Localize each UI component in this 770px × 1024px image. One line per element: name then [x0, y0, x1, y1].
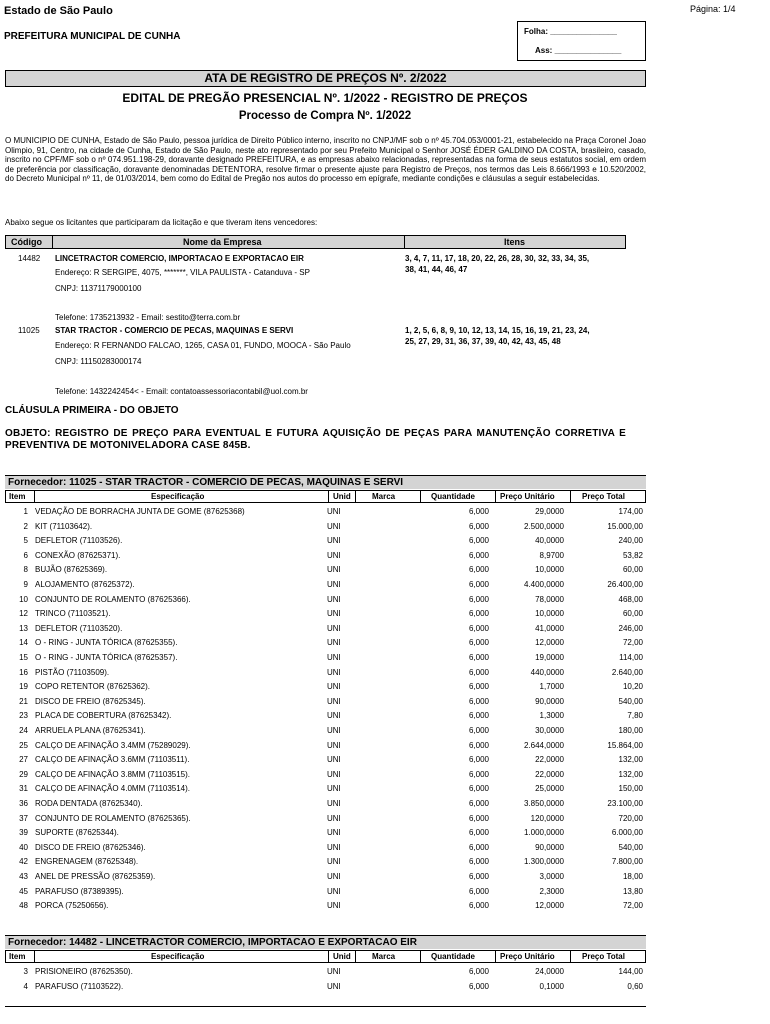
item-preco-unitario: 12,0000: [535, 638, 564, 648]
item-number: 40: [19, 842, 28, 852]
item-preco-total: 132,00: [618, 755, 643, 765]
item-number: 21: [19, 696, 28, 706]
col-item: Item: [9, 492, 26, 501]
edital-title: EDITAL DE PREGÃO PRESENCIAL Nº. 1/2022 - REGISTRO DE PREÇOS: [122, 91, 528, 105]
item-unidade: UNI: [327, 967, 341, 976]
items-table-header: [5, 490, 646, 503]
item-preco-unitario: 1.300,0000: [523, 857, 564, 867]
ass-field: Ass: _______________: [535, 46, 622, 55]
item-number: 27: [19, 755, 28, 765]
item-preco-unitario: 30,0000: [535, 726, 564, 735]
item-quantidade: 6,000: [468, 550, 489, 560]
item-number: 19: [19, 682, 28, 692]
item-preco-total: 246,00: [618, 623, 643, 633]
item-quantidade: 6,000: [468, 857, 489, 867]
item-quantidade: 6,000: [468, 967, 489, 976]
item-quantidade: 6,000: [468, 638, 489, 648]
item-number: 3: [23, 967, 28, 976]
item-preco-unitario: 12,0000: [535, 901, 564, 911]
item-unidade: UNI: [327, 726, 341, 735]
ata-title: ATA DE REGISTRO DE PREÇOS Nº. 2/2022: [5, 70, 646, 87]
item-number: 1: [23, 507, 28, 516]
item-preco-unitario: 1,7000: [539, 682, 564, 692]
item-preco-unitario: 2,3000: [539, 886, 564, 896]
col-itens: Itens: [504, 237, 526, 247]
table-row: [5, 980, 646, 995]
item-especificacao: CALÇO DE AFINAÇÃO 4.0MM (71103514).: [35, 784, 191, 794]
table-row: [5, 739, 646, 754]
table-row: [5, 549, 646, 564]
item-especificacao: CONJUNTO DE ROLAMENTO (87625366).: [35, 594, 191, 604]
item-preco-unitario: 90,0000: [535, 696, 564, 706]
processo-title: Processo de Compra Nº. 1/2022: [238, 110, 412, 122]
item-preco-unitario: 25,0000: [535, 784, 564, 794]
item-especificacao: PRISIONEIRO (87625350).: [35, 967, 133, 976]
item-quantidade: 6,000: [468, 521, 489, 531]
item-unidade: UNI: [327, 550, 341, 560]
item-preco-unitario: 8,9700: [539, 550, 564, 560]
item-quantidade: 6,000: [468, 755, 489, 765]
item-number: 6: [23, 550, 28, 560]
item-preco-total: 18,00: [622, 872, 643, 881]
item-preco-unitario: 2.644,0000: [523, 740, 564, 750]
item-preco-unitario: 3,0000: [539, 872, 564, 881]
item-especificacao: CONJUNTO DE ROLAMENTO (87625365).: [35, 813, 191, 823]
items-table-header: [5, 950, 646, 963]
licitante-telefone: Telefone: 1432242454< - Email: contatoassessoriacontabil@uol.com.br: [55, 387, 308, 396]
item-preco-unitario: 3.850,0000: [523, 799, 564, 808]
clausula-heading: CLÁUSULA PRIMEIRA - DO OBJETO: [5, 405, 179, 416]
item-preco-unitario: 78,0000: [535, 594, 564, 604]
item-preco-total: 60,00: [622, 565, 643, 575]
licitante-endereco: Endereço: R FERNANDO FALCAO, 1265, CASA 01, FUNDO, MOOCA - São Paulo: [55, 341, 351, 350]
folha-field: Folha: _______________: [524, 27, 617, 36]
item-especificacao: BUJÃO (87625369).: [35, 565, 108, 575]
item-especificacao: RODA DENTADA (87625340).: [35, 799, 143, 808]
item-number: 12: [19, 609, 28, 619]
item-quantidade: 6,000: [468, 507, 489, 516]
item-especificacao: O - RING - JUNTA TÓRICA (87625355).: [35, 638, 178, 648]
item-unidade: UNI: [327, 857, 341, 867]
item-especificacao: ARRUELA PLANA (87625341).: [35, 726, 146, 735]
col-codigo: Código: [11, 237, 42, 247]
item-preco-total: 114,00: [619, 653, 643, 662]
item-preco-unitario: 19,0000: [535, 653, 564, 662]
item-unidade: UNI: [327, 565, 341, 575]
table-row: [5, 797, 646, 812]
table-row: [5, 505, 646, 520]
item-unidade: UNI: [327, 981, 341, 991]
col-nome: Nome da Empresa: [183, 237, 262, 247]
item-number: 48: [19, 901, 28, 911]
col-especificacao: Especificação: [151, 492, 205, 501]
item-number: 23: [19, 711, 28, 721]
item-unidade: UNI: [327, 609, 341, 619]
item-preco-total: 720,00: [618, 813, 643, 823]
col-marca: Marca: [372, 952, 396, 961]
col-unid: Unid: [333, 952, 351, 961]
col-item: Item: [9, 952, 26, 961]
item-preco-total: 23.100,00: [607, 799, 643, 808]
item-quantidade: 6,000: [468, 711, 489, 721]
item-preco-total: 10,20: [622, 682, 643, 692]
licitante-cnpj: CNPJ: 11150283000174: [55, 357, 142, 366]
item-number: 5: [23, 536, 28, 546]
licitante-itens: 38, 41, 44, 46, 47: [405, 265, 468, 274]
item-especificacao: TRINCO (71103521).: [35, 609, 111, 619]
item-especificacao: O - RING - JUNTA TÓRICA (87625357).: [35, 653, 178, 662]
item-preco-unitario: 41,0000: [535, 623, 564, 633]
table-row: [5, 607, 646, 622]
table-row: [5, 534, 646, 549]
item-especificacao: CALÇO DE AFINAÇÃO 3.6MM (71103511).: [35, 755, 190, 765]
item-preco-total: 72,00: [622, 638, 643, 648]
item-preco-unitario: 22,0000: [535, 769, 564, 779]
item-preco-total: 72,00: [622, 901, 643, 911]
item-quantidade: 6,000: [468, 828, 489, 838]
item-preco-total: 7.800,00: [611, 857, 643, 867]
item-preco-unitario: 24,0000: [535, 967, 564, 976]
table-row: [5, 870, 646, 885]
item-preco-total: 180,00: [618, 726, 643, 735]
item-especificacao: PORCA (75250656).: [35, 901, 109, 911]
item-quantidade: 6,000: [468, 682, 489, 692]
item-especificacao: DISCO DE FREIO (87625346).: [35, 842, 146, 852]
item-quantidade: 6,000: [468, 609, 489, 619]
table-row: [5, 812, 646, 827]
item-especificacao: ALOJAMENTO (87625372).: [35, 580, 135, 589]
item-number: 24: [19, 726, 28, 735]
item-unidade: UNI: [327, 813, 341, 823]
item-quantidade: 6,000: [468, 872, 489, 881]
item-number: 13: [19, 623, 28, 633]
item-unidade: UNI: [327, 828, 341, 838]
item-number: 8: [23, 565, 28, 575]
table-row: [5, 563, 646, 578]
table-row: [5, 782, 646, 797]
item-especificacao: COPO RETENTOR (87625362).: [35, 682, 151, 692]
item-especificacao: CALÇO DE AFINAÇÃO 3.8MM (71103515).: [35, 769, 191, 779]
item-especificacao: SUPORTE (87625344).: [35, 828, 119, 838]
licitante-itens: 3, 4, 7, 11, 17, 18, 20, 22, 26, 28, 30, 32, 33, 34, 35,: [405, 254, 590, 263]
col-preco-unitario: Preço Unitário: [500, 952, 555, 961]
table-row: [5, 841, 646, 856]
item-preco-unitario: 1.000,0000: [523, 828, 564, 838]
col-unid: Unid: [333, 492, 351, 501]
licitante-telefone: Telefone: 1735213932 - Email: sestito@terra.com.br: [55, 313, 241, 322]
item-especificacao: PARAFUSO (87389395).: [35, 886, 124, 896]
item-quantidade: 6,000: [468, 653, 489, 662]
item-quantidade: 6,000: [468, 667, 489, 677]
item-preco-unitario: 29,0000: [535, 507, 564, 516]
item-preco-unitario: 4.400,0000: [523, 580, 564, 589]
item-unidade: UNI: [327, 872, 341, 881]
item-number: 25: [19, 740, 28, 750]
licitantes-table-header: [5, 235, 626, 249]
item-preco-total: 2.640,00: [611, 667, 643, 677]
item-quantidade: 6,000: [468, 799, 489, 808]
item-especificacao: PISTÃO (71103509).: [35, 667, 110, 677]
item-unidade: UNI: [327, 901, 341, 911]
col-especificacao: Especificação: [151, 952, 205, 961]
item-unidade: UNI: [327, 507, 341, 516]
licitante-codigo: 11025: [18, 326, 40, 335]
col-quantidade: Quantidade: [431, 952, 476, 961]
table-row: [5, 622, 646, 637]
item-number: 45: [19, 886, 28, 896]
item-number: 16: [19, 667, 28, 677]
item-number: 42: [19, 857, 28, 867]
table-row: [5, 724, 646, 739]
prefeitura-name: PREFEITURA MUNICIPAL DE CUNHA: [4, 31, 181, 42]
item-preco-total: 26.400,00: [607, 580, 643, 589]
item-especificacao: KIT (71103642).: [35, 521, 93, 531]
item-number: 37: [19, 813, 28, 823]
item-preco-unitario: 0,1000: [539, 981, 564, 991]
item-preco-unitario: 440,0000: [530, 667, 564, 677]
licitante-nome: LINCETRACTOR COMERCIO, IMPORTACAO E EXPORTACAO EIR: [55, 254, 304, 263]
item-number: 9: [23, 580, 28, 589]
item-preco-total: 150,00: [618, 784, 643, 794]
table-row: [5, 885, 646, 900]
item-quantidade: 6,000: [468, 981, 489, 991]
table-row: [5, 899, 646, 914]
table-row: [5, 753, 646, 768]
item-unidade: UNI: [327, 638, 341, 648]
table-row: [5, 680, 646, 695]
licitante-itens: 1, 2, 5, 6, 8, 9, 10, 12, 13, 14, 15, 16, 19, 21, 23, 24,: [405, 326, 590, 335]
licitante-nome: STAR TRACTOR - COMERCIO DE PECAS, MAQUINAS E SERVI: [55, 326, 294, 335]
item-unidade: UNI: [327, 653, 341, 662]
item-unidade: UNI: [327, 711, 341, 721]
item-especificacao: CALÇO DE AFINAÇÃO 3.4MM (75289029).: [35, 740, 191, 750]
item-number: 36: [19, 799, 28, 808]
item-especificacao: VEDAÇÃO DE BORRACHA JUNTA DE GOME (87625368): [35, 507, 245, 516]
item-number: 4: [23, 981, 28, 991]
state-name: Estado de São Paulo: [4, 5, 113, 17]
item-quantidade: 6,000: [468, 813, 489, 823]
col-marca: Marca: [372, 492, 396, 501]
item-quantidade: 6,000: [468, 623, 489, 633]
item-quantidade: 6,000: [468, 886, 489, 896]
licitante-cnpj: CNPJ: 11371179000100: [55, 284, 142, 293]
item-preco-total: 60,00: [622, 609, 643, 619]
item-number: 29: [19, 769, 28, 779]
item-quantidade: 6,000: [468, 769, 489, 779]
item-number: 15: [19, 653, 28, 662]
item-quantidade: 6,000: [468, 726, 489, 735]
item-unidade: UNI: [327, 784, 341, 794]
item-quantidade: 6,000: [468, 696, 489, 706]
item-preco-total: 13,80: [622, 886, 643, 896]
item-especificacao: ANEL DE PRESSÃO (87625359).: [35, 872, 156, 881]
item-quantidade: 6,000: [468, 580, 489, 589]
licitante-itens: 25, 27, 29, 31, 36, 37, 39, 40, 42, 43, 45, 48: [405, 337, 561, 346]
item-preco-unitario: 40,0000: [535, 536, 564, 546]
item-quantidade: 6,000: [468, 565, 489, 575]
item-unidade: UNI: [327, 521, 341, 531]
item-preco-total: 540,00: [618, 842, 643, 852]
item-especificacao: ENGRENAGEM (87625348).: [35, 857, 139, 867]
item-preco-total: 0,60: [627, 981, 643, 991]
item-especificacao: PARAFUSO (71103522).: [35, 981, 124, 991]
item-unidade: UNI: [327, 667, 341, 677]
item-quantidade: 6,000: [468, 740, 489, 750]
table-row: [5, 695, 646, 710]
item-number: 2: [23, 521, 28, 531]
table-row: [5, 666, 646, 681]
item-unidade: UNI: [327, 623, 341, 633]
item-preco-unitario: 10,0000: [535, 565, 564, 575]
bottom-rule: [5, 1006, 646, 1007]
item-especificacao: PLACA DE COBERTURA (87625342).: [35, 711, 172, 721]
table-row: [5, 578, 646, 593]
folha-box: [517, 21, 646, 61]
licitante-endereco: Endereço: R SERGIPE, 4075, *******, VILA PAULISTA - Catanduva - SP: [55, 268, 310, 277]
item-unidade: UNI: [327, 886, 341, 896]
col-preco-total: Preço Total: [582, 492, 625, 501]
item-preco-total: 132,00: [618, 769, 643, 779]
item-preco-unitario: 120,0000: [530, 813, 564, 823]
page-number: Página: 1/4: [690, 4, 736, 14]
item-preco-total: 540,00: [618, 696, 643, 706]
item-preco-unitario: 10,0000: [535, 609, 564, 619]
item-unidade: UNI: [327, 536, 341, 546]
table-row: [5, 636, 646, 651]
item-unidade: UNI: [327, 580, 341, 589]
item-number: 31: [19, 784, 28, 794]
item-preco-total: 15.864,00: [607, 740, 643, 750]
item-number: 10: [19, 594, 28, 604]
item-preco-unitario: 22,0000: [535, 755, 564, 765]
table-row: [5, 593, 646, 608]
col-quantidade: Quantidade: [431, 492, 476, 501]
item-quantidade: 6,000: [468, 594, 489, 604]
item-preco-total: 6.000,00: [611, 828, 643, 838]
item-unidade: UNI: [327, 594, 341, 604]
item-preco-total: 15.000,00: [607, 521, 643, 531]
item-quantidade: 6,000: [468, 784, 489, 794]
item-unidade: UNI: [327, 755, 341, 765]
item-preco-unitario: 1,3000: [539, 711, 564, 721]
item-preco-total: 240,00: [618, 536, 643, 546]
item-unidade: UNI: [327, 842, 341, 852]
table-row: [5, 651, 646, 666]
item-especificacao: CONEXÃO (87625371).: [35, 550, 121, 560]
item-preco-unitario: 90,0000: [535, 842, 564, 852]
col-preco-total: Preço Total: [582, 952, 625, 961]
item-preco-total: 53,82: [622, 550, 643, 560]
table-row: [5, 768, 646, 783]
item-preco-total: 174,00: [618, 507, 643, 516]
item-quantidade: 6,000: [468, 901, 489, 911]
table-row: [5, 826, 646, 841]
item-especificacao: DISCO DE FREIO (87625345).: [35, 696, 146, 706]
fornecedor-heading: Fornecedor: 14482 - LINCETRACTOR COMERCIO, IMPORTACAO E EXPORTACAO EIR: [5, 935, 646, 949]
table-row: [5, 855, 646, 870]
licitantes-intro: Abaixo segue os licitantes que participaram da licitação e que tiveram itens vencedores:: [5, 218, 318, 227]
item-preco-total: 144,00: [618, 967, 643, 976]
col-preco-unitario: Preço Unitário: [500, 492, 555, 501]
item-preco-total: 7,80: [627, 711, 643, 721]
item-unidade: UNI: [327, 696, 341, 706]
item-unidade: UNI: [327, 740, 341, 750]
item-number: 43: [19, 872, 28, 881]
item-unidade: UNI: [327, 682, 341, 692]
objeto-text: OBJETO: REGISTRO DE PREÇO PARA EVENTUAL E FUTURA AQUISIÇÃO DE PEÇAS PARA MANUTENÇÃO CORRETIVA E PREVENTIVA DE MOTONIVELADORA CASE 845B.: [5, 428, 626, 451]
licitante-codigo: 14482: [18, 254, 41, 263]
preamble-paragraph: O MUNICIPIO DE CUNHA, Estado de São Paulo, pessoa jurídica de Direito Público interno, inscrito no CNPJ/MF sob o nº 45.704.053/0001-21, estabelecido na Praça Coronel Joao Olimpio, 91, Centro, na cidade de Cunha, Estado de São Paulo, neste ato representado por seu Prefeito Municipal o Senhor JOSÉ ÉDER GALDINO DA COSTA, brasileiro, casado, inscrito no CPF/MF sob o nº 074.951.198-29, doravante designado PREFEITURA, e as empresas abaixo relacionadas, representadas na forma de seus estatutos social, em ordem de preferência por classificação, doravante denominadas DETENTORA, resolve firmar o presente ajuste para Registro de Preços, nos termos das Leis 8.666/1993 e 10.520/2002, do Decreto Municipal nº 11, de 01/03/2014, bem como do Edital de Pregão nos autos do processo em epígrafe, mediante condições e cláusulas a seguir estabelecidas.: [5, 136, 646, 184]
item-especificacao: DEFLETOR (71103526).: [35, 536, 123, 546]
item-number: 14: [19, 638, 28, 648]
table-row: [5, 709, 646, 724]
item-preco-total: 468,00: [618, 594, 643, 604]
item-quantidade: 6,000: [468, 842, 489, 852]
item-unidade: UNI: [327, 769, 341, 779]
item-number: 39: [19, 828, 28, 838]
item-unidade: UNI: [327, 799, 341, 808]
table-row: [5, 520, 646, 535]
table-row: [5, 965, 646, 980]
item-preco-unitario: 2.500,0000: [523, 521, 564, 531]
fornecedor-heading: Fornecedor: 11025 - STAR TRACTOR - COMERCIO DE PECAS, MAQUINAS E SERVI: [5, 475, 646, 489]
item-especificacao: DEFLETOR (71103520).: [35, 623, 123, 633]
item-quantidade: 6,000: [468, 536, 489, 546]
